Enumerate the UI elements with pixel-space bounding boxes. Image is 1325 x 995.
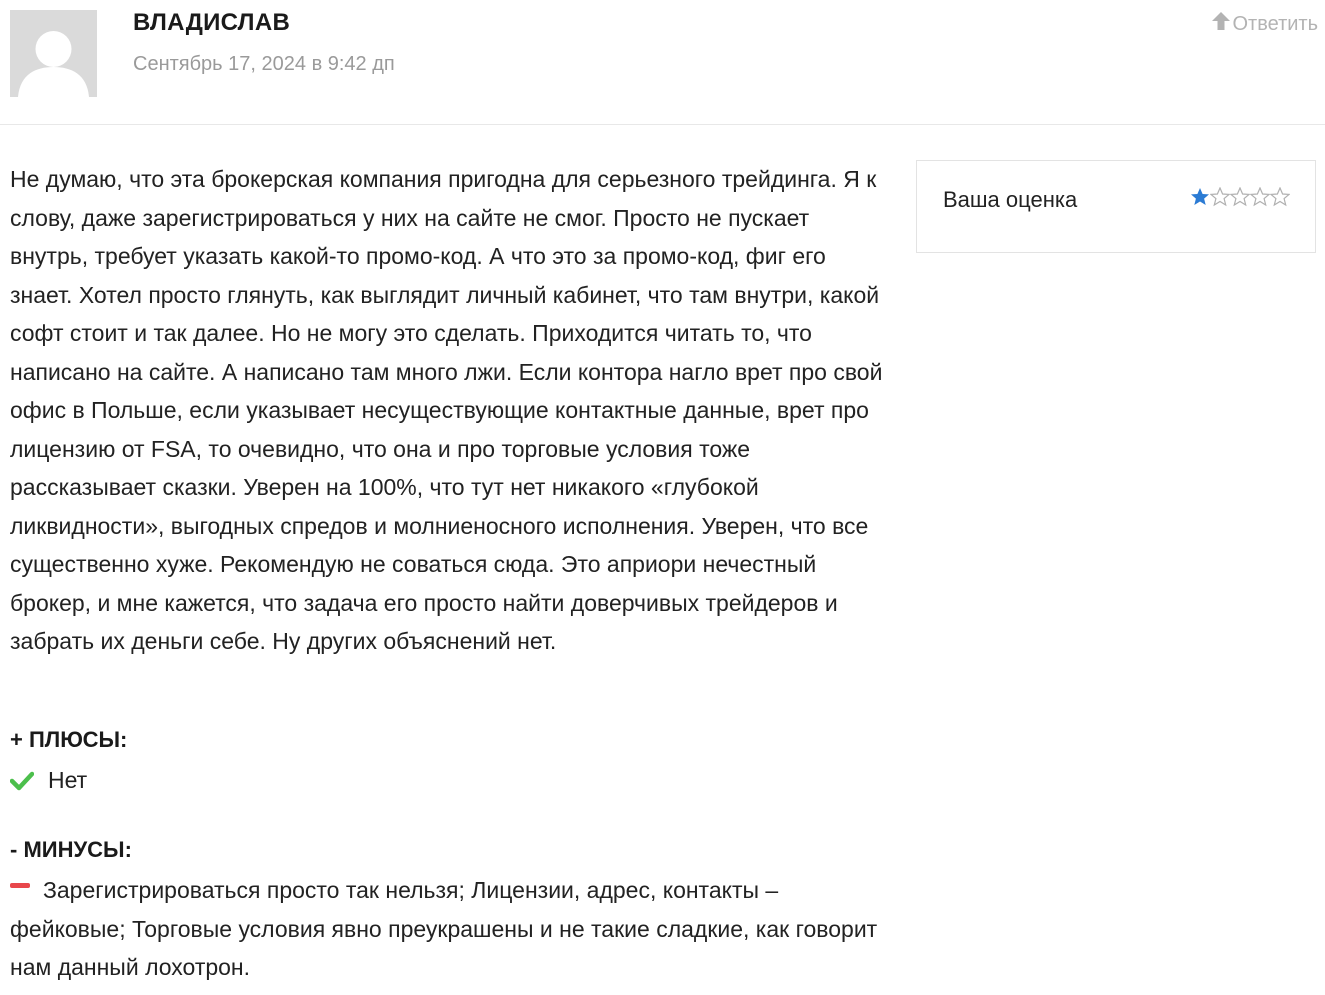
pros-item [10,767,87,794]
cons-title: - МИНУСЫ: [10,837,132,862]
star-empty-icon[interactable] [1270,187,1290,207]
rating-box [916,160,1316,253]
comment-date: Сентябрь 17, 2024 в 9:42 дп [133,53,395,75]
header-divider [0,124,1325,125]
pros-text: Нет [48,767,88,793]
star-empty-icon[interactable] [1210,187,1230,207]
review-text: Не думаю, что эта брокерская компания пригодна для серьезного трейдинга. Я к слову, даже зарегистрироваться у них на сайте не смог. Просто не пускает внутрь, требует указать какой-то промо-код. А что это за промо-код, фиг его знает. Хотел просто глянуть, как выглядит личный кабинет, что там внутри, какой софт стоит и так далее. Но не могу это сделать. Приходится читать то, что написано на сайте. А написано там много лжи. Если контора нагло врет про свой офис в Польше, если указывает несуществующие контактные данные, врет про лицензию от FSA, то очевидно, что она и про торговые условия тоже рассказывает сказки. Уверен на 100%, что тут нет никакого «глубокой ликвидности», выгодных спредов и молниеносного исполнения. Уверен, что все существенно хуже. Рекомендую не соваться сюда. Это априори нечестный брокер, и мне кажется, что задача его просто найти доверчивых трейдеров и забрать их деньги себе. Ну других объяснений нет. [10,166,883,654]
pros-title: + ПЛЮСЫ: [10,727,128,752]
arrow-up-icon [1211,11,1231,37]
reply-button[interactable] [1211,11,1319,37]
star-rating [1190,187,1290,207]
cons-text: Зарегистрироваться просто так нельзя; Лицензии, адрес, контакты – фейковые; Торговые условия явно преукрашены и не такие сладкие, как говорит нам данный лохотрон. [10,877,878,980]
minus-icon [10,883,30,888]
rating-label: Ваша оценка [943,187,1078,212]
avatar [10,10,97,97]
default-user-avatar-icon [10,10,97,97]
star-empty-icon[interactable] [1250,187,1270,207]
star-filled-icon[interactable] [1190,187,1210,207]
comment-author: ВЛАДИСЛАВ [133,9,291,36]
check-icon [10,771,34,791]
reply-label: Ответить [1232,12,1318,35]
cons-item [10,871,890,987]
star-empty-icon[interactable] [1230,187,1250,207]
